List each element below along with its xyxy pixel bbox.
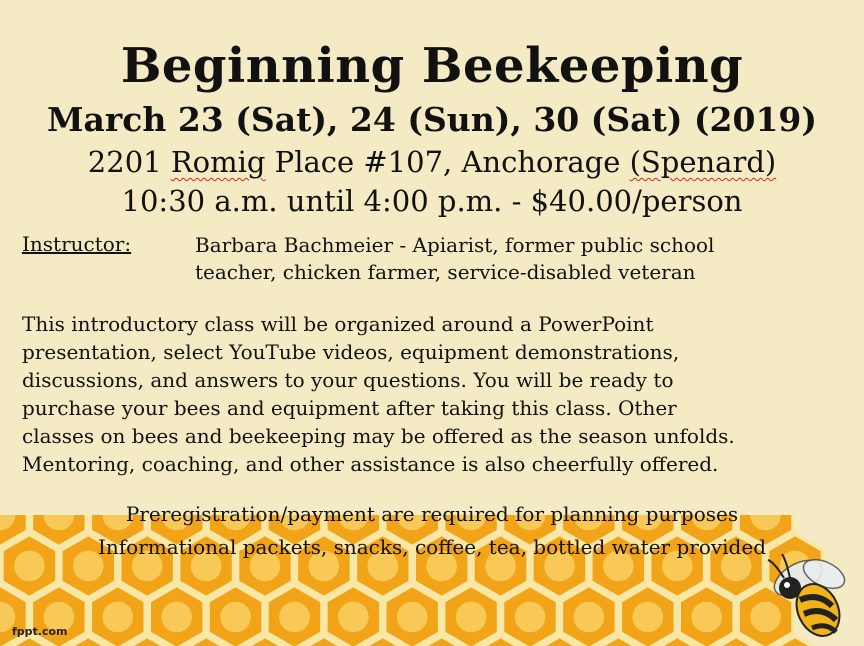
- description-line: purchase your bees and equipment after taking this class. Other: [22, 396, 677, 420]
- provisions-note: Informational packets, snacks, coffee, tea, bottled water provided: [97, 535, 766, 559]
- honeycomb-highlight: [338, 602, 369, 633]
- instructor-line: teacher, chicken farmer, service-disabled veteran: [195, 260, 696, 284]
- slide-title: Beginning Beekeeping: [120, 38, 744, 94]
- class-dates: March 23 (Sat), 24 (Sun), 30 (Sat) (2019): [46, 100, 818, 139]
- class-description: [22, 310, 852, 478]
- address-romig: Romig: [170, 145, 266, 179]
- class-address: [0, 145, 864, 179]
- description-line: presentation, select YouTube videos, equipment demonstrations,: [22, 340, 680, 364]
- description-line: classes on bees and beekeeping may be offered as the season unfolds.: [22, 424, 735, 448]
- honeycomb-highlight: [279, 602, 310, 633]
- honeycomb-highlight: [456, 602, 487, 633]
- footer-brand: fppt.com: [12, 625, 68, 638]
- instructor-description: [195, 232, 845, 286]
- class-time-price: 10:30 a.m. until 4:00 p.m. - $40.00/person: [121, 184, 743, 218]
- bee-icon: [760, 548, 860, 640]
- description-line: Mentoring, coaching, and other assistance is also cheerfully offered.: [22, 452, 719, 476]
- instructor-line: Barbara Bachmeier - Apiarist, former public school: [195, 233, 715, 257]
- address-spenard: (Spenard): [629, 145, 777, 179]
- instructor-label: Instructor:: [22, 232, 132, 256]
- description-line: discussions, and answers to your questions. You will be ready to: [22, 368, 674, 392]
- honeycomb-highlight: [515, 602, 546, 633]
- preregistration-note: Preregistration/payment are required for planning purposes: [125, 502, 739, 526]
- honeycomb-highlight: [161, 602, 192, 633]
- honeycomb-highlight: [574, 602, 605, 633]
- honeycomb-highlight: [691, 602, 722, 633]
- address-part-1: 2201: [87, 145, 171, 179]
- address-part-2: Place #107, Anchorage: [265, 145, 630, 179]
- honeycomb-highlight: [632, 602, 663, 633]
- description-line: This introductory class will be organized around a PowerPoint: [22, 312, 654, 336]
- honeycomb-highlight: [397, 602, 428, 633]
- honeycomb-highlight: [220, 602, 251, 633]
- honeycomb-highlight: [102, 602, 133, 633]
